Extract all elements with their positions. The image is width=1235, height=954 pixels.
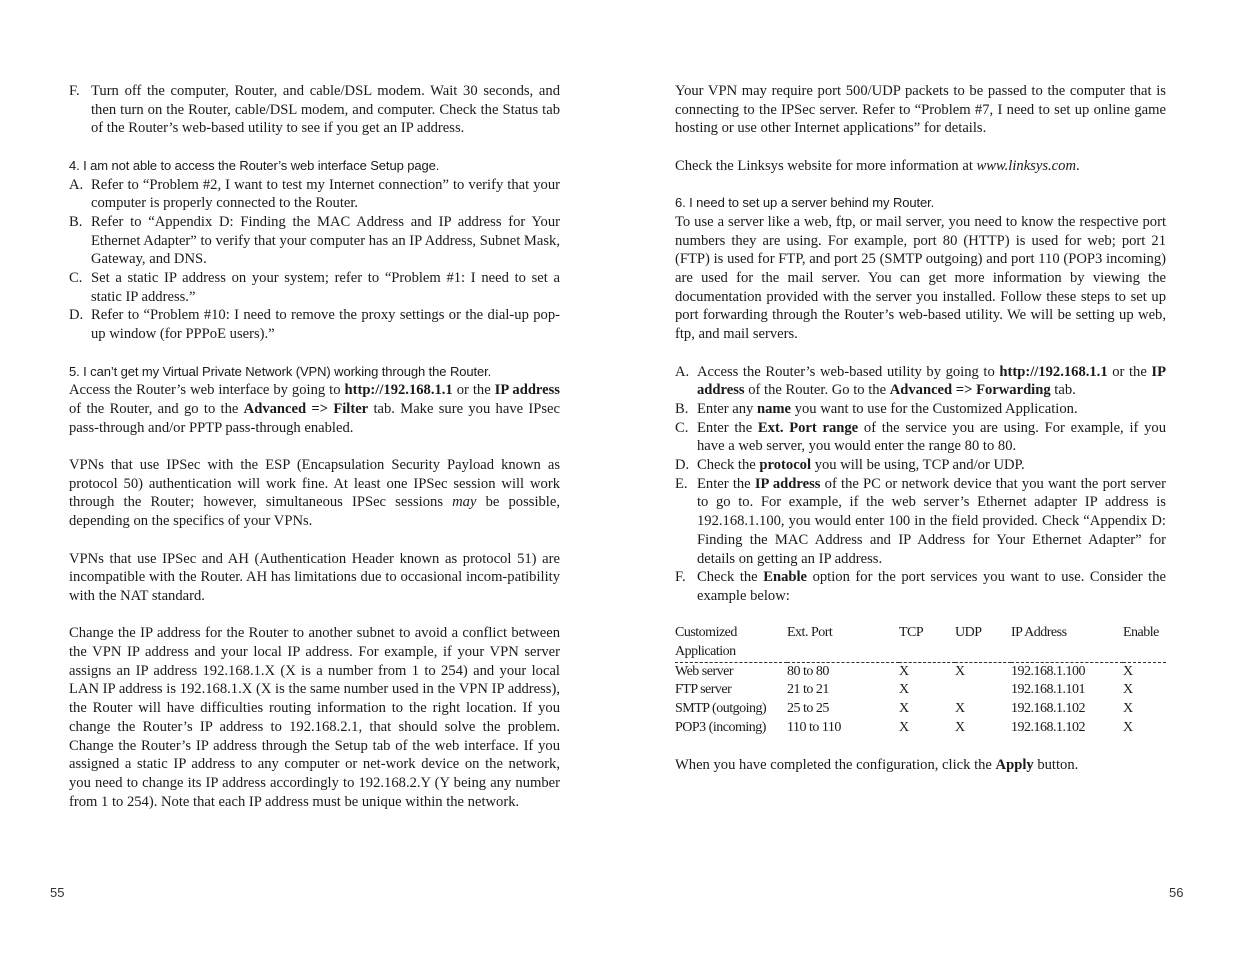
item-marker: D. <box>69 307 84 324</box>
change-ip-paragraph: Change the IP address for the Router to another subnet to avoid a conflict between the VPN IP address and your local IP address. For example, if your VPN server assigns an IP address 192.168.1.X (X is a number from 1 to 254) and your local LAN IP address is 192.168.1.X (X is the same number used in the VPN IP address), the Router will have difficulties routing information to the right location. If you change the Router’s IP address to 192.168.2.1, that should solve the problem. Change the Router’s IP address through the Setup tab of the web interface. If you assigned a static IP address to any computer or net-work device on the network, you need to change its IP address accordingly to 192.168.2.Y (Y being any number from 1 to 254). Note that each IP address must be unique within the network. <box>69 625 560 810</box>
website-paragraph: Check the Linksys website for more information at www.linksys.com. <box>675 157 1080 174</box>
item-marker: C. <box>69 270 83 287</box>
item-text: Turn off the computer, Router, and cable/DSL modem. Wait 30 seconds, and then turn on the Router, cable/DSL modem, and computer. Check the Status tab of the Router’s web-based utility to see if you get an IP address. <box>91 83 560 137</box>
list-item-f <box>69 82 560 138</box>
table-header: Customized Application <box>675 625 737 660</box>
table-row: Web server 80 to 80 X X 192.168.1.100 X <box>675 663 1133 679</box>
step-c: C. Enter the Ext. Port range of the service you are using. For example, if you have a web server, you would enter the range 80 to 80. <box>675 419 1166 455</box>
list-item <box>69 213 560 269</box>
table-header: UDP <box>955 625 982 641</box>
esp-paragraph: VPNs that use IPSec with the ESP (Encapsulation Security Payload known as protocol 50) authentication will work fine. At least one IPSec session will work through the Router; however, simultaneous IPSec sessions may be possible, depending on the specifics of your VPNs. <box>69 457 560 530</box>
item-marker: A. <box>69 176 84 193</box>
item-text: Refer to “Appendix D: Finding the MAC Address and IP address for Your Ethernet Adapter” to verify that your computer has an IP Address, Subnet Mask, Gateway, and DNS. <box>91 213 560 268</box>
step-f: F. Check the Enable option for the port services you want to use. Consider the example below: <box>675 569 1166 604</box>
table-row: POP3 (incoming) 110 to 110 X X 192.168.1.102 X <box>675 719 1133 735</box>
port-forwarding-table <box>675 624 1166 737</box>
table-row: SMTP (outgoing) 25 to 25 X X 192.168.1.102 X <box>675 701 1133 717</box>
problem-5-heading: 5. I can’t get my Virtual Private Network (VPN) working through the Router. <box>69 363 492 379</box>
ah-paragraph: VPNs that use IPSec and AH (Authentication Header known as protocol 51) are incompatible with the Router. AH has limitations due to occasional incom-patibility with the NAT standard. <box>69 550 560 604</box>
left-page <box>69 82 560 811</box>
table-header: Enable <box>1123 625 1159 641</box>
table-header: Ext. Port <box>787 625 833 641</box>
step-a: A. Access the Router’s web-based utility by going to http://192.168.1.1 or the IP address of the Router. Go to the Advanced => Forwarding tab. <box>675 363 1167 399</box>
problem-4-heading: 4. I am not able to access the Router’s web interface Setup page. <box>69 157 440 173</box>
table-row: FTP server 21 to 21 X 192.168.1.101 X <box>675 682 1133 698</box>
step-e: E. Enter the IP address of the PC or network device that you want the port server to go to. For example, if the web server’s Ethernet adapter IP address is 192.168.1.100, you would enter 100 in the field provided. Check “Appendix D: Finding the MAC Address and IP Address for Your Ethernet Adapter” for details on getting an IP address. <box>675 475 1166 567</box>
server-intro-paragraph: To use a server like a web, ftp, or mail server, you need to know the respective port numbers they are using. For example, port 80 (HTTP) is used for web; port 21 (FTP) is used for FTP, and port 25 (SMTP outgoing) and port 110 (POP3 incoming) are used for the mail server. You can get more information by viewing the documentation provided with the server you installed. Follow these steps to set up port forwarding through the Router’s web-based utility. We will be setting up web, ftp, and mail servers. <box>675 213 1166 343</box>
list-item <box>69 306 560 343</box>
page-number-right: 56 <box>1169 885 1184 900</box>
vpn-access-paragraph: Access the Router’s web interface by going to http://192.168.1.1 or the IP address of the Router, and go to the Advanced => Filter tab. Make sure you have IPsec pass-through and/or PPTP pass-through enabled. <box>69 382 560 436</box>
table-header-row <box>675 624 1166 662</box>
table-header: IP Address <box>1011 625 1067 641</box>
right-page <box>675 82 1166 775</box>
item-marker: B. <box>69 213 83 230</box>
vpn-port-paragraph: Your VPN may require port 500/UDP packets to be passed to the computer that is connecting to the IPSec server. Refer to “Problem #7, I need to set up online game hosting or use other Internet applications” for details. <box>675 83 1166 137</box>
item-marker: F. <box>69 83 80 99</box>
item-text: Set a static IP address on your system; refer to “Problem #1: I need to set a static IP address.” <box>91 270 560 305</box>
step-b: B. Enter any name you want to use for the Customized Application. <box>675 400 1078 417</box>
linksys-link: www.linksys.com <box>976 157 1076 174</box>
item-text: Refer to “Problem #10: I need to remove the proxy settings or the dial-up pop-up window (for PPPoE users).” <box>91 307 560 343</box>
router-url: http://192.168.1.1 <box>344 382 453 399</box>
step-d: D. Check the protocol you will be using, TCP and/or UDP. <box>675 457 1025 474</box>
apply-paragraph: When you have completed the configuration, click the Apply button. <box>675 757 1079 774</box>
list-item <box>69 269 560 306</box>
list-item <box>69 176 560 213</box>
problem-6-heading: 6. I need to set up a server behind my Router. <box>675 195 935 211</box>
item-text: Refer to “Problem #2, I want to test my Internet connection” to verify that your computer is properly connected to the Router. <box>91 176 560 212</box>
page-number-left: 55 <box>50 885 65 900</box>
table-header: TCP <box>899 625 924 641</box>
